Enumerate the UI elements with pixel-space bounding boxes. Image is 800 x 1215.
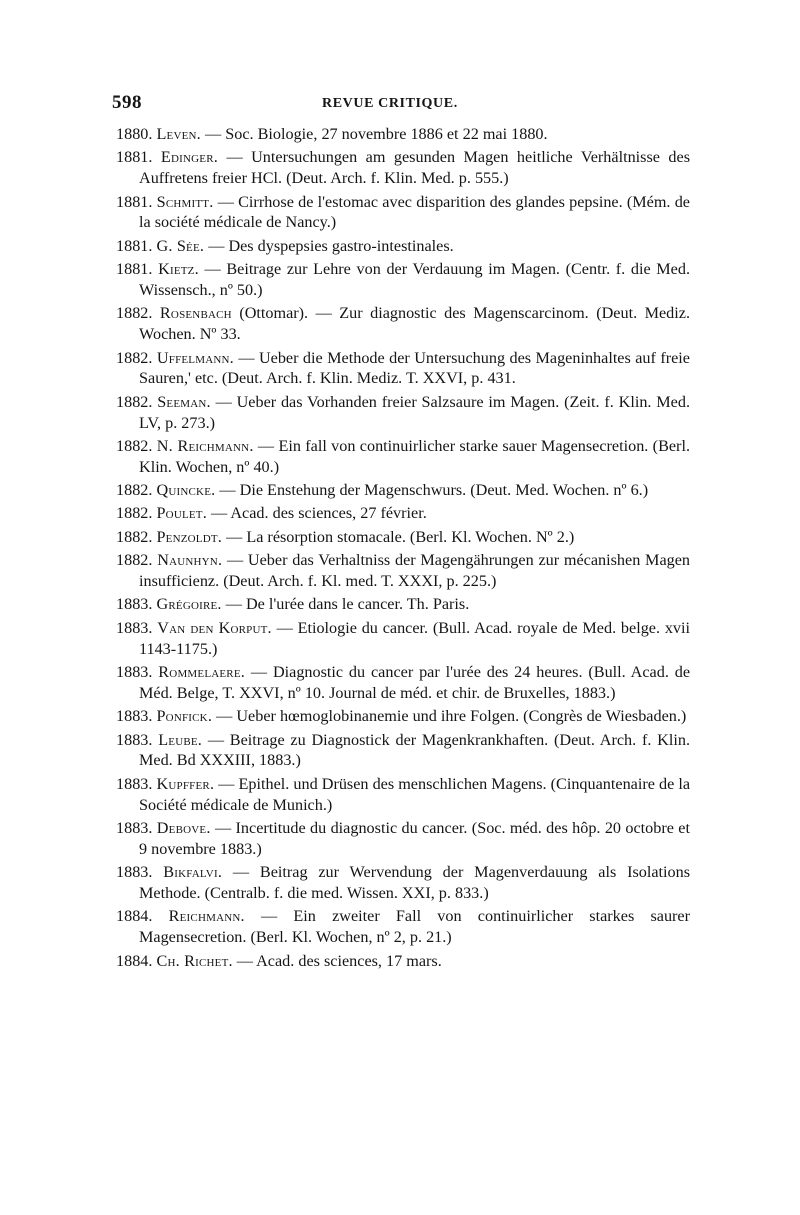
entry-text: — Ueber hœmoglobinanemie und ihre Folgen. (Congrès de Wiesbaden.): [216, 707, 687, 726]
running-title: REVUE CRITIQUE.: [322, 96, 458, 111]
entry-text: — Des dyspepsies gastro-intestinales.: [208, 236, 454, 255]
entry-text: — Ueber die Methode der Untersuchung des Mageninhaltes auf freie Sauren,' etc. (Deut. Arch. f. Klin. Mediz. T. XXVI, p. 431.: [139, 348, 690, 388]
page-header: [112, 92, 692, 116]
entry-author: Reichmann.: [168, 907, 245, 926]
entry-text: — Etiologie du cancer. (Bull. Acad. royale de Med. belge. xvii 1143-1175.): [139, 618, 691, 658]
entry-year: 1881.: [116, 236, 153, 255]
entry-text: — Soc. Biologie, 27 novembre 1886 et 22 mai 1880.: [204, 125, 548, 143]
entry-author: Schmitt.: [156, 192, 214, 211]
entry-year: 1882.: [116, 504, 153, 523]
entry-author: Penzoldt.: [156, 527, 223, 546]
entry-author: Naunhyn.: [157, 551, 223, 570]
entry-text: — Ein fall von continuirlicher starke sauer Magensecretion. (Berl. Klin. Wochen, nº 40.): [139, 436, 690, 476]
entry-author: Leven.: [156, 125, 201, 143]
entry-year: 1881.: [116, 148, 153, 167]
entry-author: Rommelaere.: [158, 663, 246, 682]
bibliography-entry: [116, 527, 690, 548]
entry-year: 1884.: [116, 907, 153, 926]
entry-year: 1882.: [116, 348, 153, 367]
entry-year: 1883.: [116, 774, 153, 793]
entry-year: 1882.: [116, 481, 153, 500]
bibliography-entry: [116, 147, 690, 189]
entry-text: — Diagnostic du cancer par l'urée des 24 heures. (Bull. Acad. de Méd. Belge, T. XXVI, nº 10. Journal de méd. et chir. de Bruxelles, 1883.): [139, 663, 691, 702]
bibliography-entry: [116, 550, 690, 592]
entry-text: — Ueber das Vorhanden freier Salzsaure im Magen. (Zeit. f. Klin. Med. LV, p. 273.): [139, 392, 691, 432]
entry-text: — Die Enstehung der Magenschwurs. (Deut. Med. Wochen. nº 6.): [219, 481, 649, 500]
entry-author: N. Reichmann.: [156, 436, 254, 455]
entry-author: Seeman.: [157, 392, 211, 411]
entry-year: 1883.: [116, 730, 153, 749]
entry-year: 1882.: [116, 527, 153, 546]
entry-text: — Beitrag zur Wervendung der Magenverdauung als Isolations Methode. (Centralb. f. die med. Wissen. XXI, p. 833.): [139, 863, 691, 902]
bibliography-entry: [116, 259, 690, 301]
entry-author: Grégoire.: [156, 595, 222, 614]
entry-author: Uffelmann.: [156, 348, 234, 367]
entry-author: G. Sée.: [156, 236, 205, 255]
bibliography-entry: [116, 906, 690, 948]
bibliography-entry: [116, 236, 690, 257]
bibliography-entry: [116, 774, 690, 816]
entry-year: 1883.: [116, 618, 153, 637]
bibliography-entry: [116, 706, 690, 727]
bibliography-entry: [116, 862, 690, 904]
entry-author: Van den Korput.: [157, 618, 272, 637]
bibliography-entry: [116, 348, 690, 390]
bibliography-entry: [116, 594, 690, 615]
entry-author: Ch. Richet.: [156, 951, 233, 970]
entry-author: Ponfick.: [156, 707, 213, 726]
entry-text: — Untersuchungen am gesunden Magen heitliche Verhältnisse des Auffretens freier HCl. (Deut. Arch. f. Klin. Med. p. 555.): [139, 148, 690, 188]
entry-text: (Ottomar). — Zur diagnostic des Magenscarcinom. (Deut. Mediz. Wochen. Nº 33.: [139, 304, 691, 344]
entry-author: Quincke.: [156, 481, 216, 500]
entry-text: — Beitrage zu Diagnostick der Magenkrankhaften. (Deut. Arch. f. Klin. Med. Bd XXXIII, 1883.): [139, 730, 691, 770]
entry-text: — Ein zweiter Fall von continuirlicher starkes saurer Magensecretion. (Berl. Kl. Wochen, nº 2, p. 21.): [139, 907, 691, 947]
entry-author: Bikfalvi.: [163, 863, 223, 882]
bibliography-entry: [116, 503, 690, 524]
entry-year: 1881.: [116, 260, 153, 279]
bibliography-entry: [116, 192, 690, 234]
bibliography-entry: [116, 662, 690, 704]
bibliography-list: [116, 124, 690, 974]
entry-year: 1882.: [116, 551, 153, 570]
entry-author: Kupffer.: [156, 774, 215, 793]
entry-text: — Acad. des sciences, 17 mars.: [236, 951, 442, 970]
entry-author: Leube.: [158, 730, 203, 749]
bibliography-entry: [116, 480, 690, 501]
entry-author: Debove.: [156, 818, 211, 837]
bibliography-entry: [116, 618, 690, 660]
entry-year: 1883.: [116, 707, 153, 726]
entry-year: 1883.: [116, 818, 153, 837]
entry-text: — La résorption stomacale. (Berl. Kl. Wochen. Nº 2.): [226, 527, 575, 546]
entry-author: Edinger.: [160, 148, 218, 167]
page-number: 598: [112, 92, 142, 113]
bibliography-entry: [116, 730, 690, 772]
entry-text: — Acad. des sciences, 27 février.: [211, 504, 427, 523]
entry-year: 1882.: [116, 392, 153, 411]
bibliography-entry: [116, 303, 690, 345]
entry-year: 1880.: [116, 125, 153, 143]
entry-author: Kietz.: [158, 260, 199, 279]
entry-year: 1881.: [116, 192, 153, 211]
bibliography-entry: [116, 392, 690, 434]
entry-year: 1884.: [116, 951, 153, 970]
entry-text: — Incertitude du diagnostic du cancer. (Soc. méd. des hôp. 20 octobre et 9 novembre 1883.): [139, 818, 690, 858]
entry-author: Poulet.: [156, 504, 207, 523]
bibliography-entry: [116, 436, 690, 478]
entry-year: 1883.: [116, 863, 153, 882]
entry-text: — De l'urée dans le cancer. Th. Paris.: [225, 595, 470, 614]
entry-text: — Beitrage zur Lehre von der Verdauung im Magen. (Centr. f. die Med. Wissensch., nº 50.): [139, 260, 691, 299]
entry-year: 1882.: [116, 304, 153, 323]
entry-year: 1883.: [116, 663, 153, 682]
entry-text: — Epithel. und Drüsen des menschlichen Magens. (Cinquantenaire de la Société médicale de Munich.): [139, 774, 691, 814]
entry-year: 1883.: [116, 595, 153, 614]
entry-year: 1882.: [116, 436, 153, 455]
bibliography-entry: [116, 818, 690, 860]
entry-text: — Cirrhose de l'estomac avec disparition des glandes pepsine. (Mém. de la société médicale de Nancy.): [139, 192, 690, 232]
entry-author: Rosenbach: [159, 304, 232, 323]
bibliography-entry: [116, 124, 690, 145]
bibliography-entry: [116, 951, 690, 972]
entry-text: — Ueber das Verhaltniss der Magengährungen zur mécanishen Magen insufficienz. (Deut. Arch. f. Kl. med. T. XXXI, p. 225.): [139, 551, 691, 591]
